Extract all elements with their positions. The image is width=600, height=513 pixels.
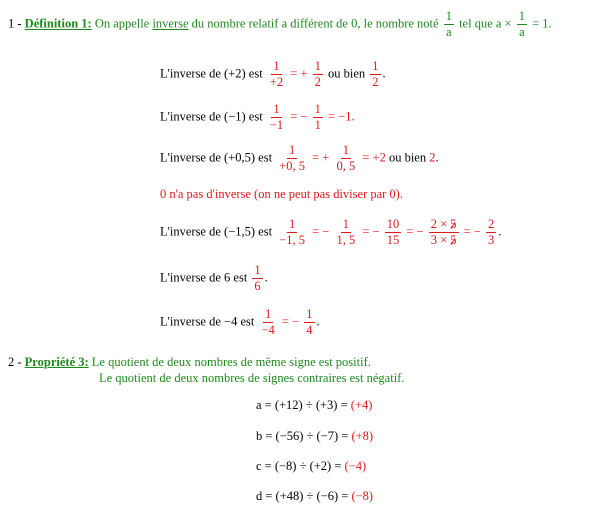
quotient-d: [256, 489, 373, 504]
example-lead: L'inverse de (+2) est: [160, 66, 266, 81]
quotient-expression: d = (+48) ÷ (−6) =: [256, 489, 352, 503]
quotient-result: (+4): [350, 398, 373, 412]
quotient-a: [256, 398, 372, 413]
equals-sign: = +: [287, 66, 311, 81]
example-tail: ou bien: [324, 66, 369, 81]
fraction: $\frac{1}{2}$: [314, 59, 321, 90]
period: .: [498, 224, 502, 239]
definition-text-b: du nombre relatif a différent de 0, le nombre noté: [188, 16, 442, 31]
example-lead: L'inverse de −4 est: [160, 314, 258, 329]
quotient-b: [256, 429, 373, 444]
definition-text-a: On appelle: [91, 16, 153, 31]
crossed-out-digit: 5: [450, 217, 457, 231]
equals-sign: = −: [308, 224, 333, 239]
fraction: $\frac{1}{6}$: [254, 263, 261, 294]
example-inverse-6: [160, 264, 268, 293]
fraction: $\frac{1}{+0, 5}$: [279, 143, 305, 174]
example-inverse-minus-1: [160, 103, 355, 132]
equals-sign: = −: [287, 109, 311, 124]
quotient-expression: c = (−8) ÷ (+2) =: [256, 459, 345, 473]
fraction-1-over-a: $\frac{1}{a}$: [445, 9, 452, 40]
quotient-result: (+8): [351, 429, 374, 443]
fraction: $\frac{1}{-4}$: [261, 307, 275, 338]
fraction: $\frac{1}{-1}$: [269, 102, 284, 133]
example-lead: L'inverse de (−1,5) est: [160, 224, 276, 239]
period: .: [382, 66, 386, 81]
fraction: $\frac{1}{1}$: [314, 102, 321, 133]
period: .: [264, 270, 268, 285]
example-inverse-plus-0-5: [160, 144, 439, 173]
example-inverse-plus-2: [160, 60, 386, 89]
example-tail: ou bien: [385, 150, 430, 165]
fraction-1-over-a-2: $\frac{1}{a}$: [518, 9, 525, 40]
quotient-result: (−8): [351, 489, 374, 503]
equals-sign: = −: [359, 224, 383, 239]
crossed-out-digit: 5: [450, 233, 457, 248]
quotient-expression: a = (+12) ÷ (+3) =: [256, 398, 351, 412]
example-mid: = +2: [359, 150, 386, 165]
fraction: $\frac{1}{-1, 5}$: [279, 217, 305, 248]
quotient-c: [256, 459, 366, 474]
definition-text-c: tel que a ×: [455, 16, 515, 31]
property-label: Propriété 3:: [24, 355, 89, 369]
fraction: $\frac{10}{15}$: [386, 217, 400, 248]
example-lead: L'inverse de (+0,5) est: [160, 150, 276, 165]
zero-note: 0 n'a pas d'inverse (on ne peut pas diviser par 0).: [160, 187, 403, 201]
definition-term: inverse: [152, 16, 189, 31]
property-line-2: Le quotient de deux nombres de signes contraires est négatif.: [99, 371, 405, 385]
equals-sign: = −: [460, 224, 484, 239]
property-text-1: Le quotient de deux nombres de même signe est positif.: [88, 355, 371, 369]
property-line-1: [8, 355, 371, 370]
example-tail: = −1.: [324, 109, 355, 124]
example-value: 2: [429, 150, 436, 165]
definition-text-d: = 1.: [528, 16, 552, 31]
example-lead: L'inverse de 6 est: [160, 270, 251, 285]
fraction: $\frac{1}{+2}$: [269, 59, 284, 90]
quotient-expression: b = (−56) ÷ (−7) =: [256, 429, 352, 443]
fraction-crossed: $\frac{2 \times 5}{3 \times 5}$: [430, 217, 457, 248]
definition-number: 1 -: [8, 16, 25, 31]
definition-line: [8, 10, 552, 39]
property-number: 2 -: [8, 355, 25, 369]
equals-sign: = −: [278, 314, 303, 329]
fraction: $\frac{1}{0, 5}$: [336, 143, 356, 174]
fraction: $\frac{2}{3}$: [487, 217, 495, 248]
fraction: $\frac{1}{2}$: [372, 59, 379, 90]
example-lead: L'inverse de (−1) est: [160, 109, 266, 124]
fraction: $\frac{1}{1, 5}$: [336, 217, 356, 248]
equals-sign: = +: [308, 150, 333, 165]
quotient-result: (−4): [344, 459, 367, 473]
example-inverse-minus-1-5: [160, 218, 501, 247]
period: .: [316, 314, 320, 329]
period: .: [435, 150, 439, 165]
fraction: $\frac{1}{4}$: [306, 307, 313, 338]
example-inverse-minus-4: [160, 308, 320, 337]
equals-sign: = −: [403, 224, 427, 239]
definition-label: Définition 1:: [24, 16, 92, 31]
